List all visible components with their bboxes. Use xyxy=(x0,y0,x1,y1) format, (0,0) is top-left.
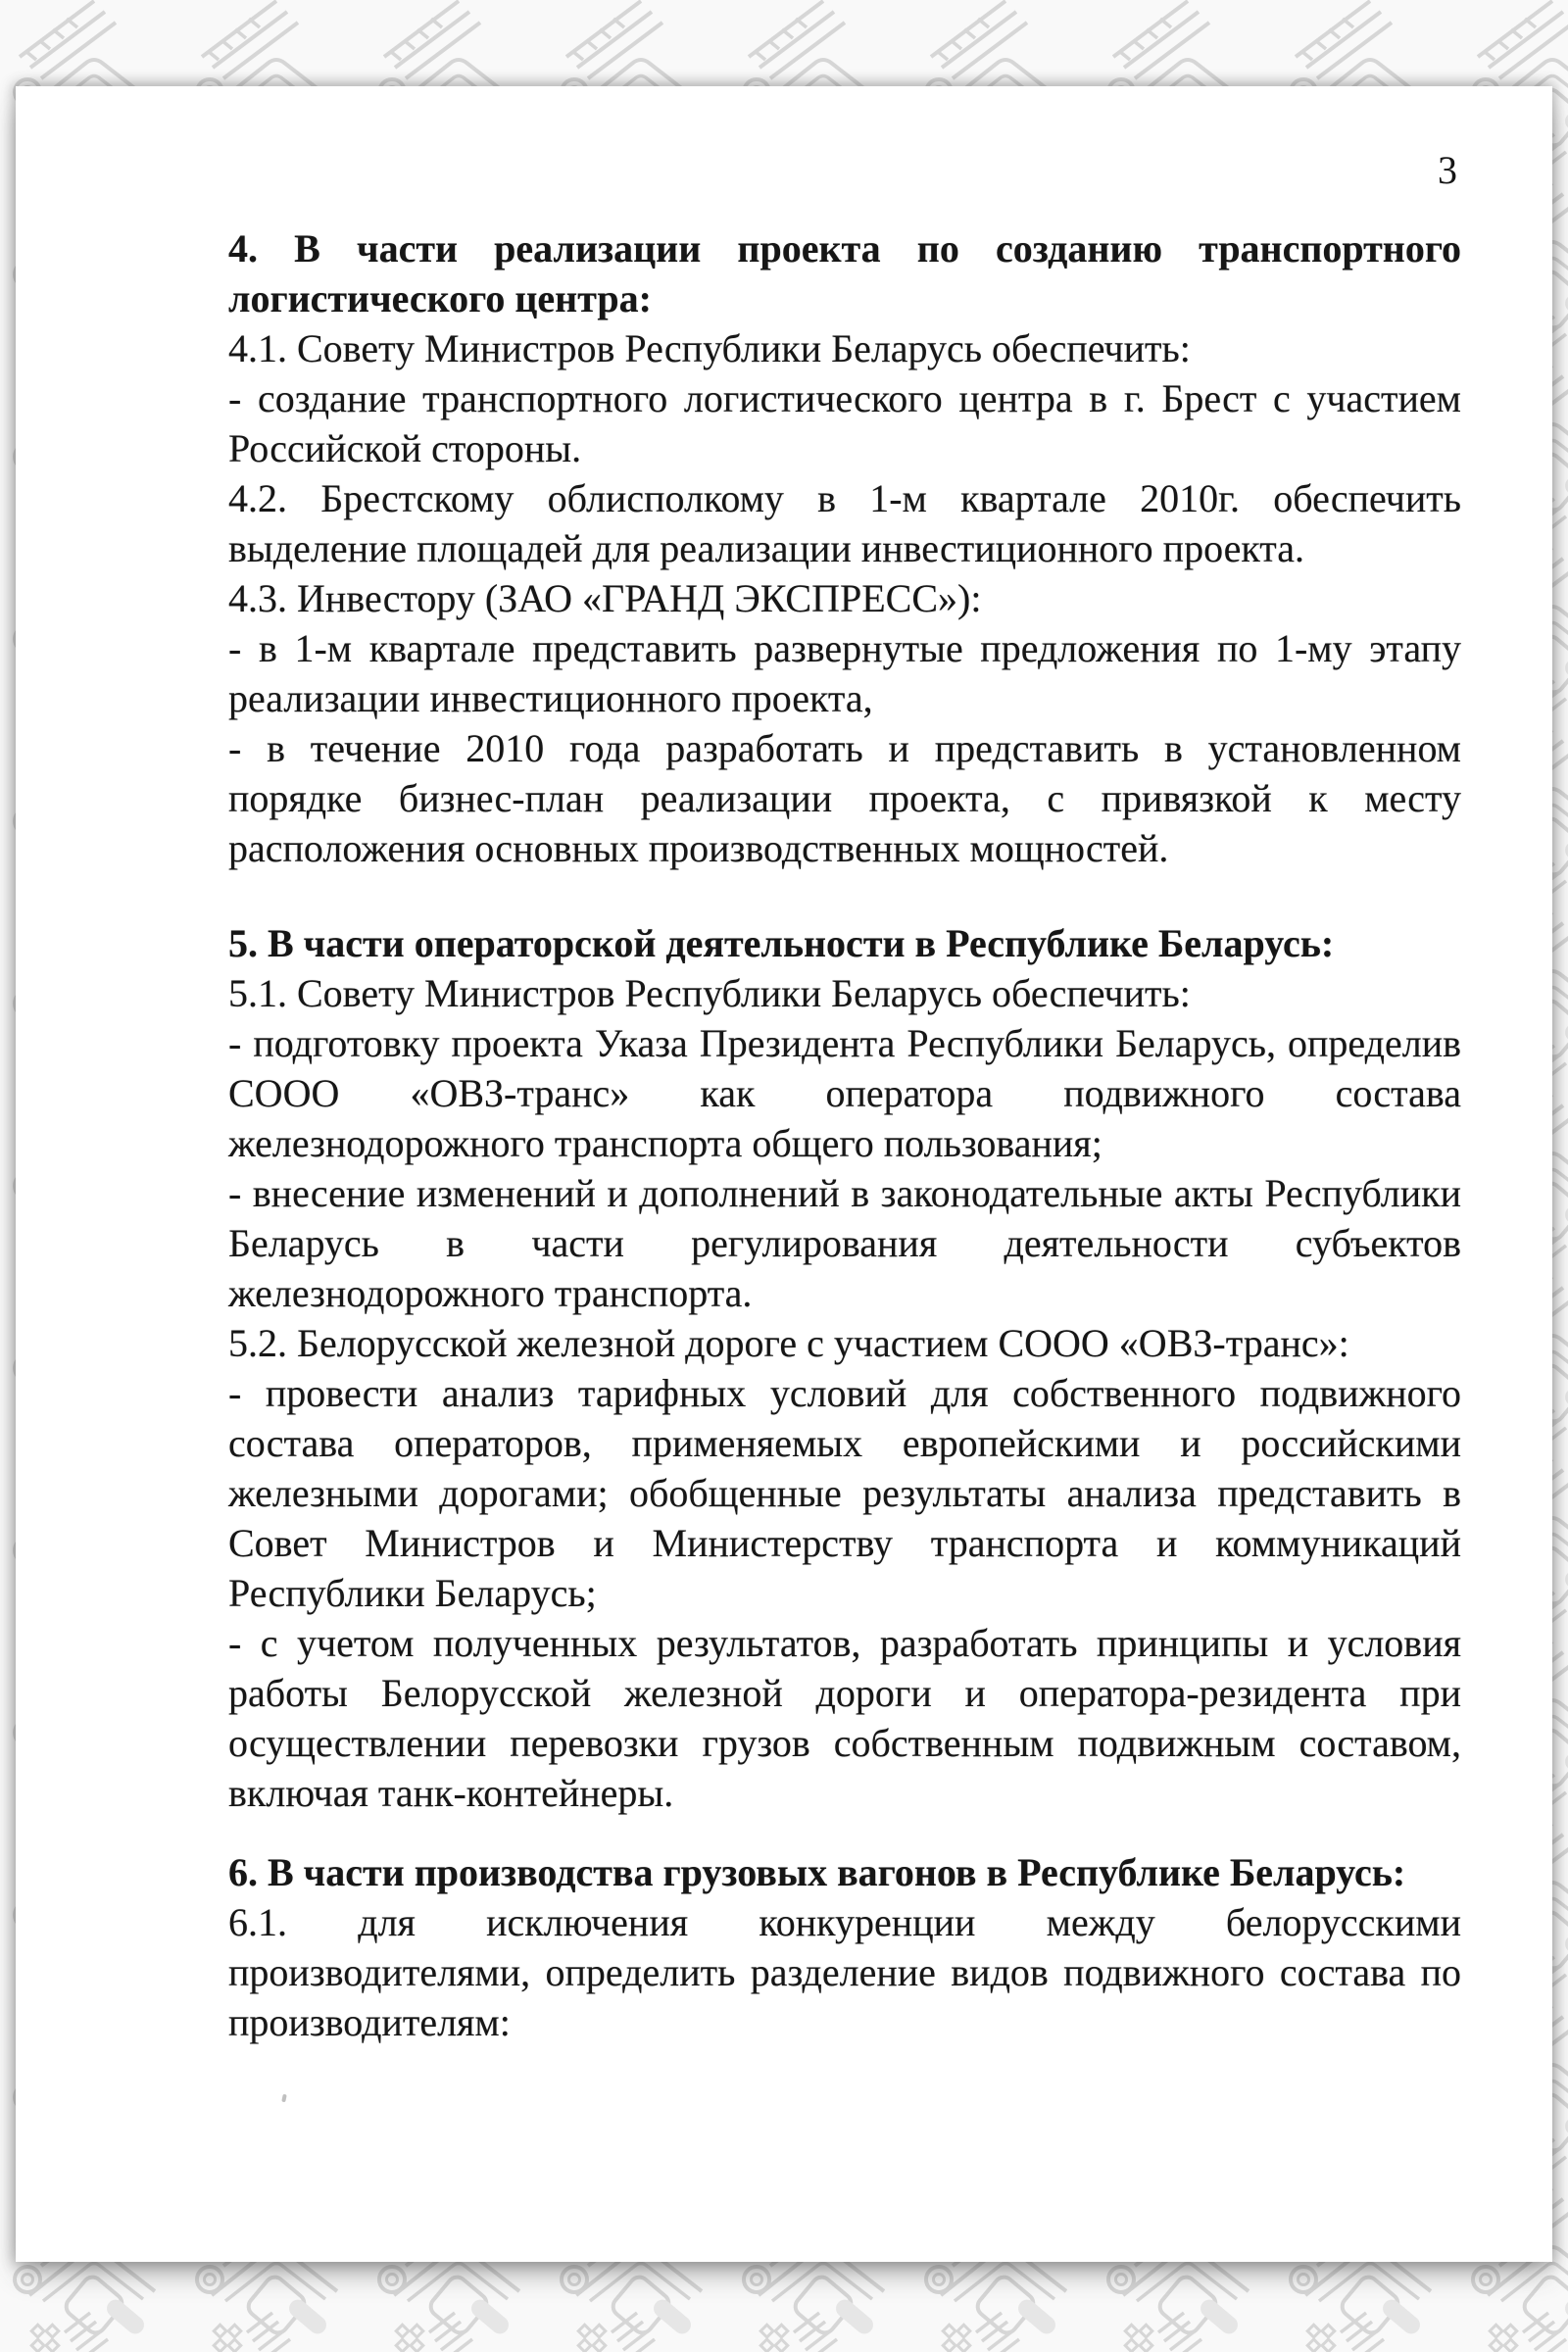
clause-4-3: 4.3. Инвестору (ЗАО «ГРАНД ЭКСПРЕСС»): xyxy=(228,576,982,620)
scan-speck-artifact xyxy=(281,2094,287,2103)
section-5-heading: 5. В части операторской деятельности в Республике Беларусь: xyxy=(228,921,1335,965)
clause-5-2-item-1: - провести анализ тарифных условий для собственного подвижного состава операторов, применяемых европейскими и российскими железными дорогами; обобщенные результаты анализа представить в Совет Министров и Министерству транспорта и коммуникаций Республики Беларусь; xyxy=(228,1371,1461,1615)
clause-4-1-item: - создание транспортного логистического центра в г. Брест с участием Российской стороны. xyxy=(228,376,1461,470)
clause-5-1-item-2: - внесение изменений и дополнений в законодательные акты Республики Беларусь в части регулирования деятельности субъектов железнодорожного транспорта. xyxy=(228,1171,1461,1315)
clause-5-2: 5.2. Белорусской железной дороге с участием СООО «ОВЗ-транс»: xyxy=(228,1321,1349,1365)
clause-4-1: 4.1. Совету Министров Республики Беларусь обеспечить: xyxy=(228,326,1191,370)
section-4-heading: 4. В части реализации проекта по созданию транспортного логистического центра: xyxy=(228,226,1461,320)
clause-6-1: 6.1. для исключения конкуренции между белорусскими производителями, определить разделение видов подвижного состава по производителям: xyxy=(228,1900,1461,2044)
clause-4-3-item-2: - в течение 2010 года разработать и представить в установленном порядке бизнес-план реализации проекта, с привязкой к месту расположения основных производственных мощностей. xyxy=(228,726,1461,870)
section-6-heading: 6. В части производства грузовых вагонов в Республике Беларусь: xyxy=(228,1850,1406,1894)
clause-5-1: 5.1. Совету Министров Республики Беларусь обеспечить: xyxy=(228,971,1191,1015)
clause-5-2-item-2: - с учетом полученных результатов, разработать принципы и условия работы Белорусской железной дороги и оператора-резидента при осуществлении перевозки грузов собственным подвижным составом, включая танк-контейнеры. xyxy=(228,1621,1461,1815)
clause-5-1-item-1: - подготовку проекта Указа Президента Республики Беларусь, определив СООО «ОВЗ-транс» как оператора подвижного состава железнодорожного транспорта общего пользования; xyxy=(228,1021,1461,1165)
clause-4-2: 4.2. Брестскому облисполкому в 1-м квартале 2010г. обеспечить выделение площадей для реализации инвестиционного проекта. xyxy=(228,476,1461,570)
clause-4-3-item-1: - в 1-м квартале представить развернутые предложения по 1-му этапу реализации инвестиционного проекта, xyxy=(228,626,1461,720)
page-number: 3 xyxy=(1438,148,1457,192)
document-page-sheet xyxy=(16,86,1552,2262)
document-body xyxy=(228,223,1461,2047)
